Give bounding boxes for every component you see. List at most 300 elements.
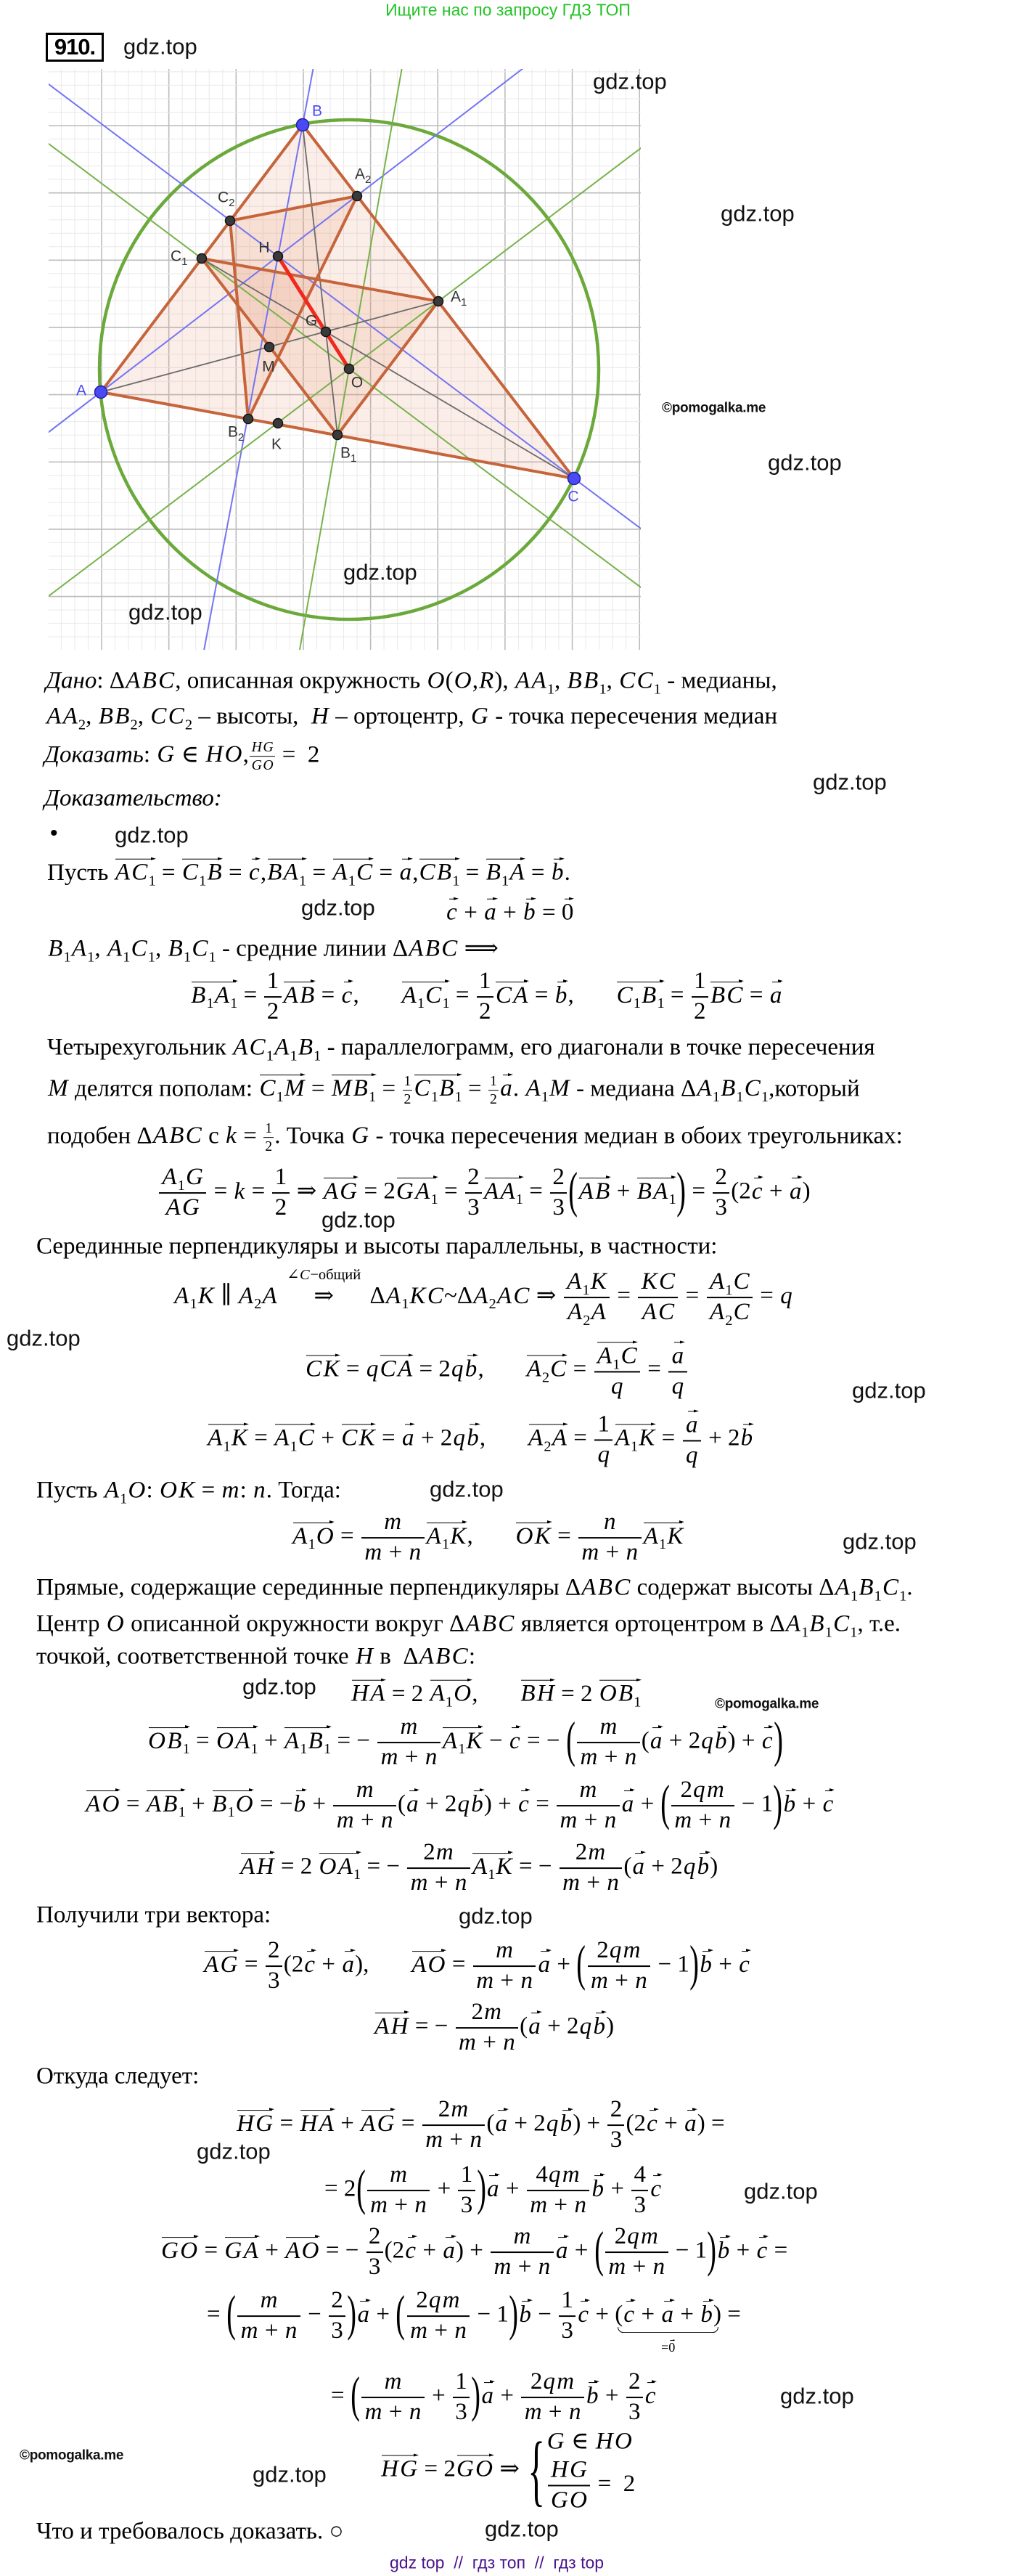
denominator: 2 — [403, 1091, 411, 1108]
math-variable: A — [525, 1075, 541, 1102]
math-variable: q — [693, 1777, 705, 1803]
math-variable: B — [298, 1034, 313, 1061]
fraction — [264, 968, 281, 1026]
math-variable: q — [453, 1424, 465, 1451]
label-B1: $B_1$ — [340, 444, 357, 465]
math-variable: A — [465, 1610, 480, 1637]
math-variable: K — [590, 1268, 607, 1295]
denominator: 2 — [490, 1091, 497, 1108]
math-variable: C — [733, 1298, 750, 1325]
vector — [292, 1788, 306, 1816]
vector — [331, 1073, 377, 1106]
system-body — [546, 2426, 636, 2514]
math-variable: m — [674, 1806, 692, 1833]
math-variable: C — [158, 667, 175, 694]
subscript: 1 — [458, 1741, 466, 1758]
subscript: 1 — [454, 1089, 462, 1106]
denominator: m + n — [674, 1806, 732, 1833]
denominator: 3 — [561, 2317, 573, 2344]
math-variable: C — [181, 860, 198, 886]
go-equation-2: = ( $\frac{m}{m + n}$ − $\frac{2}{3}$ )a + ( $\frac{2qm}{m + n}$ − 1)b − $\frac{1}{3}$ c + (c + a + b) =0 = — [207, 2285, 741, 2355]
math-variable: A — [86, 1790, 101, 1817]
math-variable: K — [667, 1523, 684, 1549]
numerator: 2 — [329, 2287, 345, 2317]
fraction — [407, 1839, 470, 1897]
vector — [85, 1788, 120, 1816]
math-variable: c — [405, 2237, 416, 2264]
math-variable: K — [639, 1424, 655, 1451]
math-variable: m — [591, 1967, 608, 1994]
numerator: 4 — [631, 2161, 648, 2191]
ck-a2c-equations: CK = qCA = 2qb, $A_2C$ = $\frac{A_1C}{q}$ = $\frac{a}{q}$ — [305, 1340, 688, 1401]
numerator: 2m — [456, 1999, 519, 2029]
math-variable: A — [552, 1424, 567, 1451]
subscript: 1 — [206, 995, 214, 1012]
math-variable: c — [822, 1790, 834, 1817]
math-variable: C — [495, 982, 512, 1008]
vector — [239, 1851, 275, 1878]
vector — [464, 1353, 478, 1381]
numerator: 2qm — [407, 2287, 470, 2317]
vector — [472, 1851, 513, 1883]
math-variable: O — [106, 1610, 124, 1637]
centroid-vector-equation: $\frac{A_1G}{AG}$ = k = $\frac{1}{2}$ ⇒ AG = $2GA_1$ = $\frac{2}{3}$ $AA_1$ = $\frac{2}{3}$ $(AB + BA_1)$ = $\frac{2}{3}$ (2c + a) — [157, 1164, 811, 1222]
math-variable: A — [374, 2013, 390, 2039]
math-variable: A — [284, 1727, 300, 1754]
vector — [404, 2235, 417, 2262]
vector — [398, 857, 412, 885]
numerator: 2qm — [588, 1937, 651, 1967]
numerator: 2 — [465, 1164, 482, 1194]
vector — [520, 1679, 555, 1706]
fraction — [159, 1164, 206, 1222]
math-variable: B — [142, 667, 157, 694]
math-variable: q — [671, 1373, 684, 1400]
fraction — [550, 1164, 567, 1222]
math-variable: b — [783, 1790, 796, 1817]
math-variable: B — [115, 703, 130, 730]
math-variable: c — [751, 1178, 763, 1205]
math-variable: m — [496, 1937, 513, 1964]
subscript: 1 — [368, 1089, 377, 1106]
fraction — [588, 1937, 651, 1995]
math-variable: H — [551, 2456, 568, 2483]
vector — [494, 2108, 508, 2135]
math-variable: b — [586, 2382, 599, 2409]
vector — [147, 1725, 190, 1758]
math-variable: C — [249, 1034, 266, 1061]
math-variable: A — [513, 982, 528, 1008]
subscript: 2 — [488, 1296, 496, 1313]
math-variable: n — [470, 2126, 482, 2153]
subscript: 1 — [657, 995, 665, 1012]
math-variable: b — [551, 860, 564, 886]
fraction — [638, 1268, 678, 1326]
math-variable: B — [642, 982, 657, 1008]
math-variable: n — [607, 1869, 619, 1896]
math-variable: O — [180, 2237, 198, 2264]
vector — [456, 2453, 493, 2481]
math-variable: G — [351, 1122, 369, 1149]
numerator — [668, 1340, 687, 1372]
fraction — [366, 2223, 383, 2281]
math-variable: A — [323, 1178, 339, 1205]
vector — [470, 1788, 484, 1816]
ao-equation: AO = $AB_1 + B_1O = -b$ + $\frac{m}{m + n}$ (a + 2qb) + c = $\frac{m}{m + n}$ a + ( $\frac{2qm}{m + n}$ − 1)b + c — [86, 1774, 834, 1833]
math-variable: B — [267, 860, 282, 886]
math-variable: A — [385, 1282, 401, 1309]
math-variable: m — [706, 1777, 724, 1803]
math-variable: A — [397, 1356, 413, 1382]
denominator — [683, 1442, 701, 1470]
subscript: 1 — [801, 1624, 809, 1641]
math-variable: K — [359, 1424, 375, 1451]
math-variable: A — [709, 1298, 725, 1325]
math-variable: K — [450, 1523, 467, 1549]
math-variable: a — [484, 900, 496, 926]
numerator: 1 — [559, 2287, 575, 2317]
math-variable: C — [306, 1356, 322, 1382]
big-parenthesis: ) — [471, 2366, 481, 2423]
math-variable: A — [415, 1178, 430, 1205]
math-variable: B — [520, 1681, 536, 1708]
math-variable: m — [370, 2191, 388, 2218]
math-variable: A — [146, 1790, 162, 1817]
underbrace: (c + a + b) =0 — [615, 2299, 721, 2330]
math-variable: A — [204, 1951, 219, 1978]
math-variable: c — [518, 1790, 529, 1817]
math-variable: A — [104, 1477, 120, 1504]
denominator: m + n — [591, 1967, 647, 1994]
math-variable: C — [414, 1075, 430, 1102]
math-variable: B — [721, 1075, 736, 1102]
math-variable: A — [115, 860, 131, 886]
numerator: 1 — [453, 2368, 470, 2398]
numerator: 2 — [366, 2223, 383, 2253]
subscript: 1 — [123, 949, 131, 966]
subscript: 1 — [599, 681, 607, 698]
vector — [591, 2173, 605, 2201]
subscript: 1 — [430, 1089, 439, 1106]
math-variable: a — [402, 1424, 414, 1451]
math-variable: C — [614, 1574, 631, 1601]
math-variable: n — [381, 1806, 393, 1833]
vector — [258, 1073, 305, 1106]
vector — [537, 1949, 551, 1976]
math-variable: C — [833, 1610, 850, 1637]
subscript: 1 — [230, 995, 238, 1012]
fraction — [263, 1120, 274, 1155]
watermark-gdz-top: gdz.top — [593, 68, 667, 94]
vector — [236, 2108, 274, 2135]
math-variable: m — [562, 2161, 580, 2188]
numerator: 2 — [550, 1164, 567, 1194]
math-variable: b — [740, 1424, 753, 1451]
math-variable: C — [192, 935, 208, 962]
vector — [495, 979, 529, 1007]
vector — [190, 979, 238, 1012]
math-variable: A — [528, 1424, 544, 1451]
vector — [380, 2453, 418, 2481]
math-variable: a — [621, 1790, 634, 1817]
fraction — [577, 1713, 640, 1772]
math-variable: b — [700, 1951, 712, 1978]
math-variable: A — [643, 1523, 658, 1549]
vector — [414, 1073, 462, 1106]
fraction — [557, 1777, 620, 1835]
vector — [380, 1353, 414, 1381]
fraction — [594, 1411, 613, 1469]
ah-summary: AH = − $\frac{2m}{m + n}$ (a + 2qb) — [374, 1999, 615, 2055]
prove-statement: Доказать: G ∈ HO, $\frac{HG}{GO}$ = 2 — [44, 739, 320, 774]
subscript: 1 — [276, 1089, 284, 1106]
subscript: 1 — [401, 1296, 409, 1313]
math-variable: A — [484, 1178, 499, 1205]
subscript: 1 — [613, 1356, 620, 1373]
math-variable: A — [165, 1194, 181, 1220]
orthocenter-statement-1: Центр O описанной окружности вокруг ΔABC является ортоцентром в $\Delta A_1B_1C_1$, т.е. — [36, 1610, 901, 1641]
math-variable: q — [683, 1853, 696, 1880]
subscript: 1 — [266, 1048, 274, 1064]
subscript: 1 — [183, 949, 192, 966]
math-variable: q — [549, 2161, 561, 2188]
altitudes-statement: Прямые, содержащие серединные перпендикуляры ΔABC содержат высоты $\Delta A_1B_1C_1$. — [36, 1574, 913, 1605]
math-variable: B — [486, 860, 501, 886]
math-variable: C — [636, 667, 653, 694]
denominator — [548, 2487, 591, 2515]
math-variable: B — [168, 935, 183, 962]
watermark-gdz-top: gdz.top — [321, 1207, 396, 1233]
big-parenthesis: ) — [774, 1711, 783, 1768]
denominator: 3 — [628, 2398, 641, 2425]
math-variable: H — [237, 2110, 254, 2137]
math-variable: M — [48, 1075, 68, 1102]
math-variable: B — [212, 1790, 227, 1817]
math-variable: q — [546, 2110, 559, 2137]
denominator: m + n — [410, 2317, 467, 2344]
big-parenthesis: ) — [773, 1774, 783, 1831]
math-variable: H — [536, 1681, 554, 1708]
vector — [586, 2380, 599, 2408]
big-parenthesis: ) — [676, 1162, 686, 1218]
subscript: 1 — [653, 681, 661, 698]
math-variable: m — [599, 1713, 618, 1740]
math-variable: B — [167, 1727, 182, 1754]
numerator — [577, 1713, 640, 1743]
math-variable: b — [591, 2175, 604, 2202]
vector — [751, 1175, 763, 1203]
math-variable: c — [304, 1951, 316, 1978]
math-variable: n — [574, 2191, 586, 2218]
numerator — [548, 2457, 591, 2487]
subscript: 1 — [441, 1536, 450, 1553]
math-variable: R — [479, 667, 494, 694]
numerator: 1 — [403, 1073, 413, 1091]
math-variable: B — [300, 982, 315, 1008]
given-line-1: Дано: ΔABC, описанная окружность O(O,R), $AA_1$, $BB_1$, $CC_1$ - медианы, — [46, 667, 777, 698]
math-variable: A — [46, 703, 62, 730]
math-variable: B — [191, 982, 206, 1008]
fraction — [607, 2096, 624, 2154]
label-G: G — [305, 312, 318, 330]
fraction — [453, 2368, 470, 2426]
condition: G ∈ HO — [546, 2428, 632, 2455]
numerator — [237, 2287, 300, 2317]
math-variable: a — [443, 2237, 455, 2264]
math-variable: A — [62, 703, 78, 730]
numerator — [250, 739, 275, 757]
watermark-gdz-top: gdz.top — [780, 2383, 854, 2409]
similarity-k-statement: подобен ΔABC с k = $\frac{1}{2}$ . Точка G - точка пересечения медиан в обоих треугольниках: — [47, 1120, 903, 1155]
fraction — [403, 1073, 413, 1108]
math-variable: G — [255, 2110, 274, 2137]
denominator: 3 — [552, 1194, 565, 1220]
watermark-gdz-top: gdz.top — [768, 449, 842, 476]
label-subscript: 2 — [365, 173, 372, 186]
math-variable: q — [627, 2223, 639, 2250]
math-variable: C — [726, 982, 743, 1008]
math-variable: G — [551, 2487, 568, 2514]
denominator: 3 — [331, 2317, 343, 2344]
denominator: 3 — [610, 2126, 623, 2153]
math-variable: A — [472, 1853, 488, 1880]
math-variable: B — [809, 1610, 824, 1637]
ob1-equation: $OB_1 = OA_1 + A_1B_1$ = − $\frac{m}{m + n}$ $A_1K - c$ = − ( $\frac{m}{m + n}$ (a + 2qb) + c) — [148, 1711, 783, 1770]
vector — [323, 1175, 359, 1203]
math-variable: H — [300, 2110, 318, 2137]
label-subscript: 2 — [238, 431, 245, 444]
math-variable: O — [614, 2428, 632, 2455]
fraction — [564, 1268, 610, 1329]
math-variable: n — [409, 2398, 422, 2425]
vector — [621, 1788, 635, 1816]
math-variable: m — [336, 1806, 354, 1833]
vector — [769, 979, 783, 1007]
subscript: 1 — [308, 1536, 316, 1553]
subscript: 1 — [725, 1281, 733, 1298]
math-variable: q — [685, 1442, 698, 1469]
math-variable: k — [226, 1122, 237, 1149]
vector — [483, 897, 497, 925]
denominator: m + n — [425, 2126, 482, 2153]
watermark-gdz-top: gdz.top — [115, 822, 189, 848]
subscript: 1 — [824, 1624, 832, 1641]
math-variable: m — [435, 1839, 454, 1866]
denominator: 2 — [274, 1194, 287, 1220]
math-variable: c — [644, 2382, 656, 2409]
vector — [401, 1422, 415, 1450]
numerator — [473, 1937, 536, 1967]
vector — [577, 2299, 589, 2326]
math-variable: H — [351, 1681, 369, 1708]
math-variable: b — [593, 2013, 605, 2039]
math-variable: G — [340, 1178, 358, 1205]
subscript: 1 — [515, 1191, 523, 1208]
fraction — [333, 1777, 396, 1835]
math-variable: m — [476, 1967, 494, 1994]
fraction — [361, 1509, 425, 1567]
math-variable: C — [300, 1267, 310, 1284]
denominator: 2 — [479, 998, 491, 1024]
math-variable: n — [425, 1743, 438, 1770]
denominator: m + n — [458, 2029, 515, 2055]
math-variable: A — [697, 1075, 712, 1102]
math-variable: A — [361, 2110, 376, 2137]
copyright-watermark: ©pomogalka.me — [20, 2447, 124, 2463]
numerator: 1 — [594, 1411, 613, 1440]
search-banner: Ищите нас по запросу ГДЗ ТОП — [385, 0, 631, 20]
vector — [401, 979, 450, 1012]
math-variable: C — [131, 935, 147, 962]
math-variable: A — [500, 1178, 515, 1205]
vector — [442, 1725, 483, 1758]
math-variable: C — [658, 1268, 675, 1295]
big-parenthesis: ) — [347, 2285, 357, 2341]
fraction — [329, 2287, 345, 2345]
annotated-implication: ⇒ ∠C−общий — [287, 1267, 361, 1309]
math-variable: a — [538, 1951, 550, 1978]
math-variable: m — [458, 2029, 476, 2055]
math-variable: c — [509, 1727, 520, 1754]
math-variable: a — [684, 2110, 697, 2137]
math-variable: C — [341, 1424, 358, 1451]
therefore-heading: Откуда следует: — [36, 2063, 200, 2090]
vector-sum-zero: c + a + b = 0 — [446, 897, 573, 929]
math-variable: A — [496, 1282, 512, 1309]
big-parenthesis: ( — [356, 2159, 366, 2216]
vector: 0 — [562, 897, 574, 925]
math-variable: C — [882, 1574, 899, 1601]
math-variable: B — [583, 667, 599, 694]
denominator: m + n — [240, 2317, 298, 2344]
math-variable: O — [570, 2487, 587, 2514]
math-variable: n — [626, 1538, 639, 1565]
math-variable: B — [618, 1681, 634, 1708]
math-variable: C — [356, 860, 373, 886]
math-variable: a — [650, 1727, 663, 1754]
math-variable: m — [364, 1538, 382, 1565]
watermark-gdz-top: gdz.top — [128, 599, 202, 625]
vector — [332, 857, 373, 889]
subscript: 1 — [353, 1867, 361, 1883]
math-variable: A — [233, 1034, 248, 1061]
math-variable: C — [550, 1356, 567, 1382]
numerator — [361, 2368, 425, 2398]
math-variable: G — [224, 2237, 242, 2264]
subscript: 1 — [223, 1438, 231, 1455]
math-variable: A — [430, 1681, 445, 1708]
math-variable: c — [578, 2301, 589, 2328]
math-variable: c — [650, 2175, 662, 2202]
math-variable: C — [451, 1643, 468, 1670]
vector — [615, 979, 665, 1012]
vector — [631, 1851, 645, 1878]
denominator — [594, 1373, 641, 1401]
math-variable: m — [513, 2223, 531, 2250]
subscript: 1 — [634, 1694, 642, 1711]
fraction — [491, 2223, 554, 2281]
math-variable: A — [337, 1853, 353, 1880]
math-variable: O — [263, 757, 274, 774]
numerator — [333, 1777, 396, 1806]
label-A1: $A_1$ — [451, 288, 467, 309]
math-variable: H — [256, 1853, 274, 1880]
math-variable: C — [733, 1268, 750, 1295]
vector — [292, 1520, 335, 1553]
math-variable: O — [235, 1790, 253, 1817]
math-variable: m — [530, 2191, 548, 2218]
fraction — [456, 1999, 519, 2057]
